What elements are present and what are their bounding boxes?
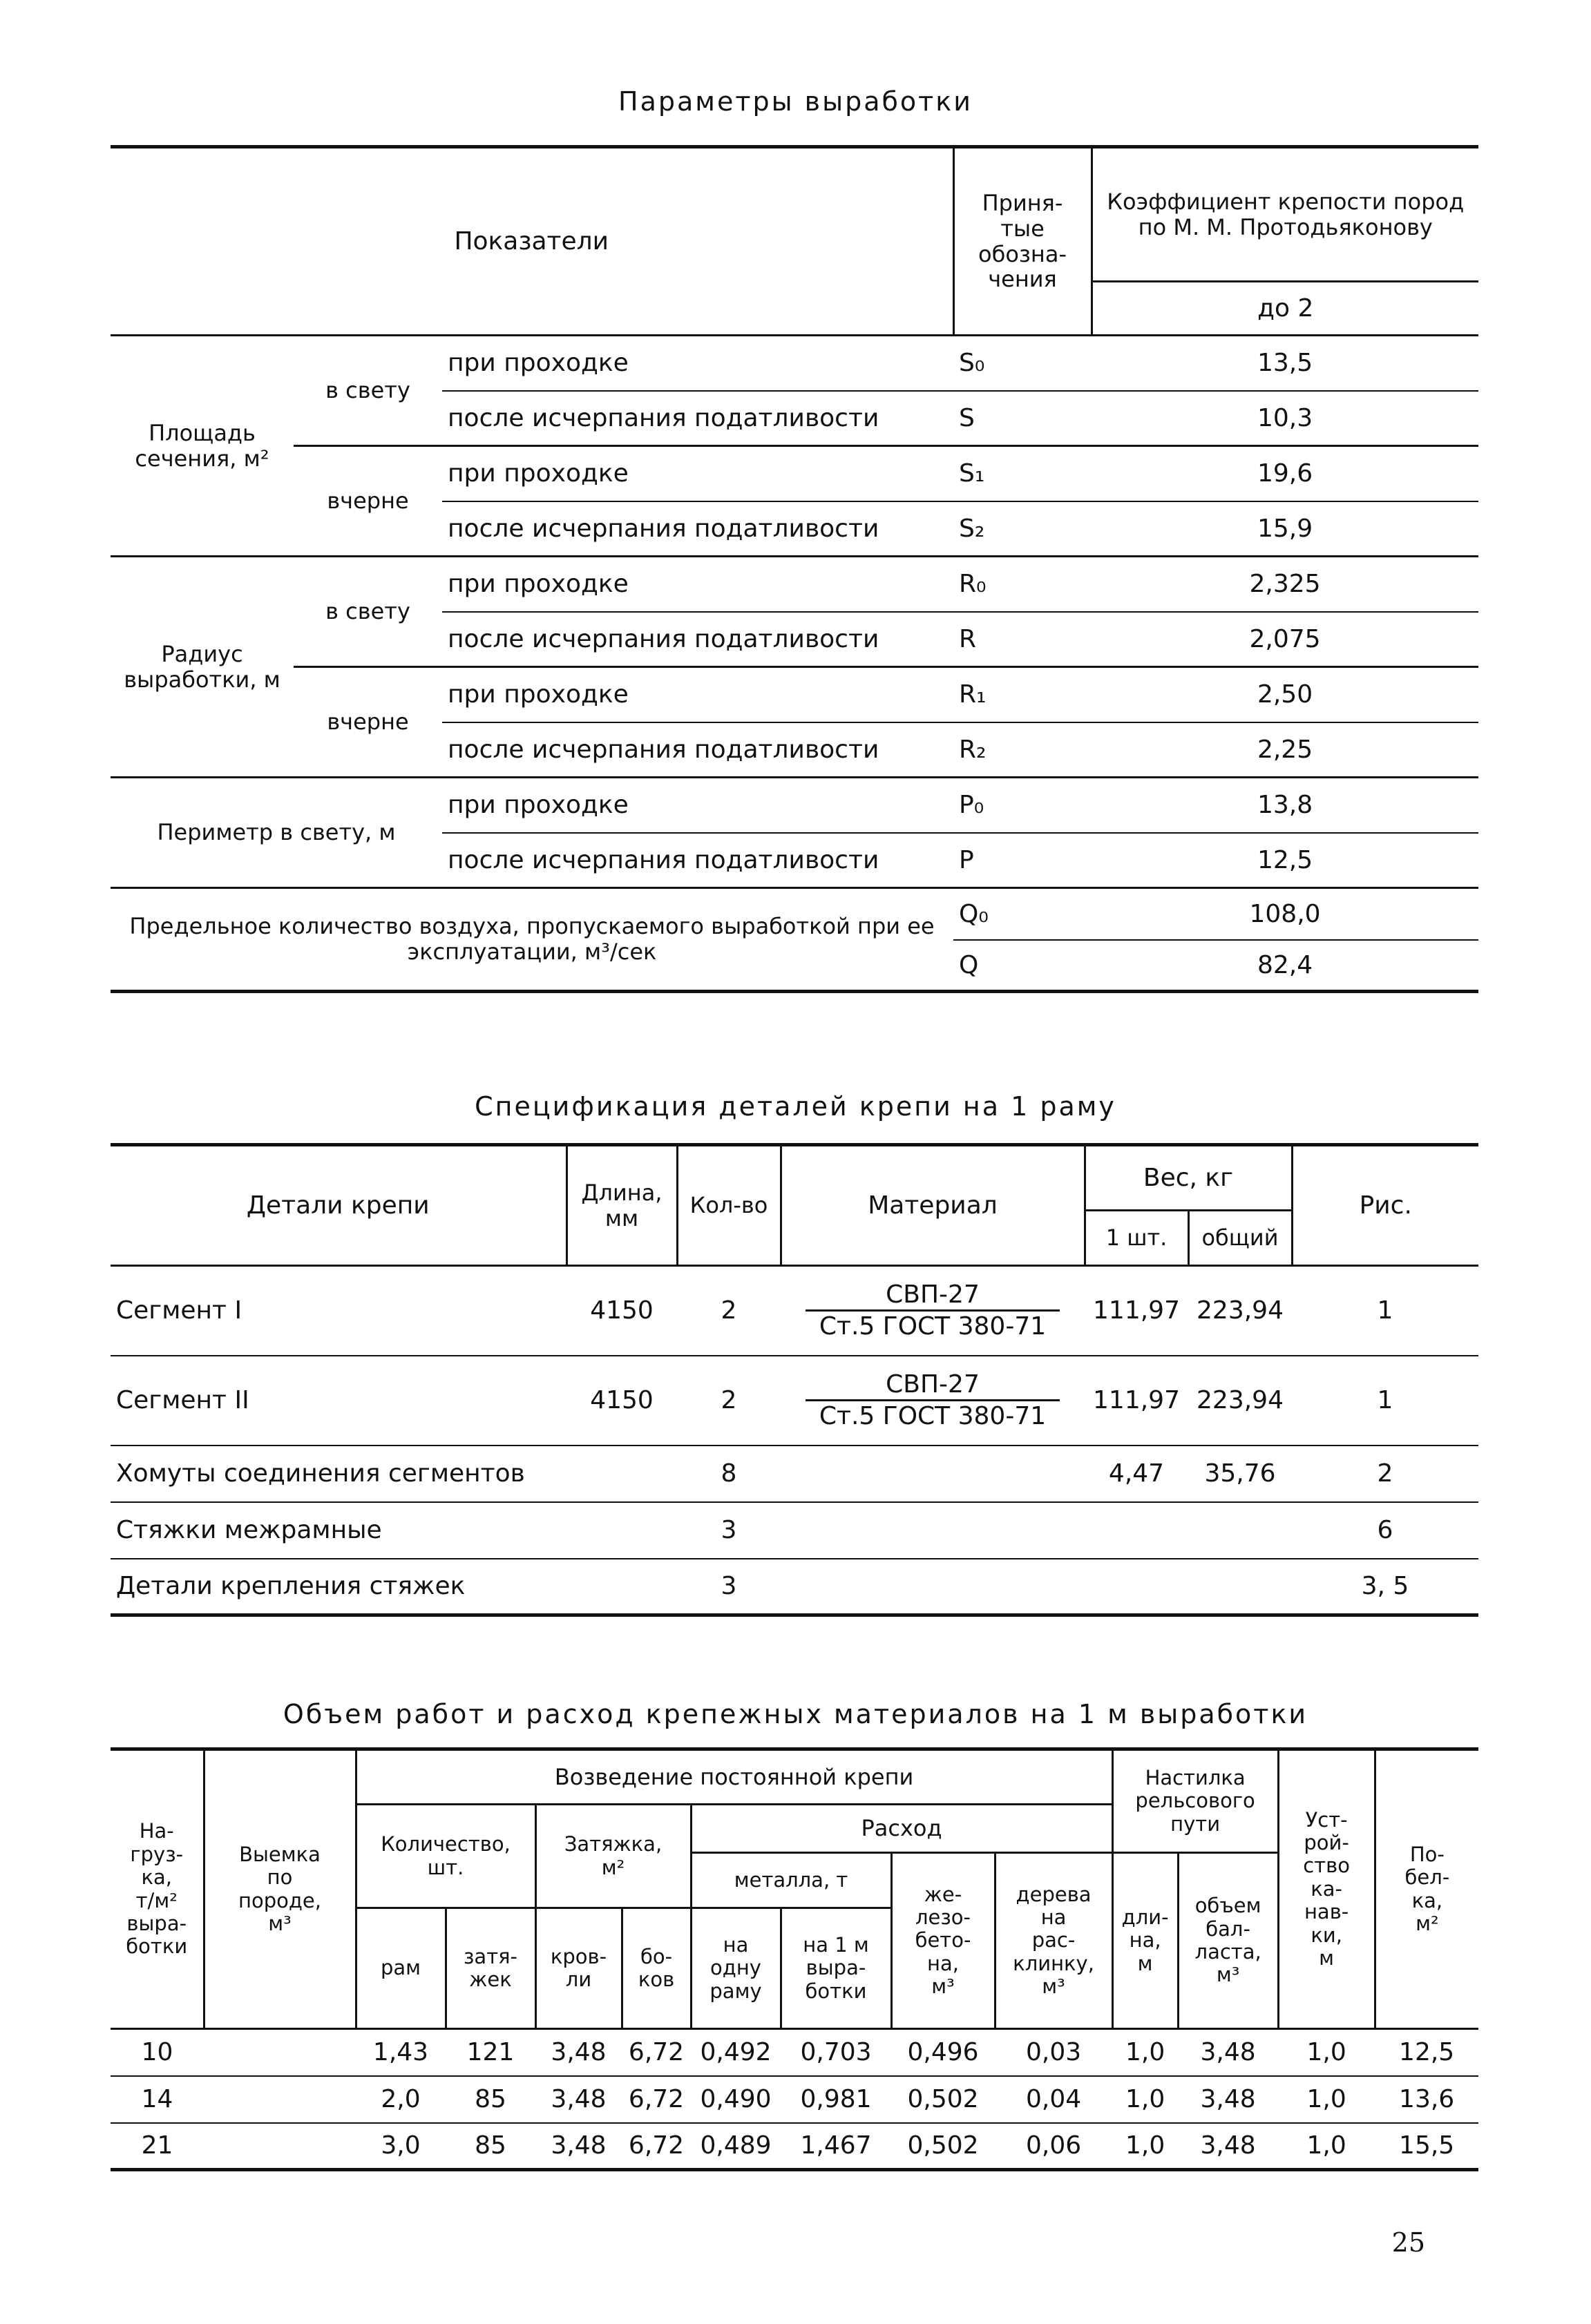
header-load: На- груз- ка, т/м² выра- ботки — [111, 1749, 204, 2029]
cell-excavation — [204, 2123, 356, 2170]
cell-ties: 85 — [446, 2076, 535, 2123]
detail-fig: 1 — [1292, 1266, 1478, 1356]
table-row — [111, 2123, 1478, 2170]
cell-load: 10 — [111, 2029, 204, 2076]
detail-qty: 8 — [677, 1446, 781, 1502]
row-value: 15,9 — [1092, 501, 1478, 557]
header-weight-total: общий — [1188, 1211, 1292, 1266]
header-whitewash: По- бел- ка, м² — [1375, 1749, 1478, 2029]
row-text: после исчерпания податливости — [442, 612, 953, 667]
cell-ditch: 1,0 — [1278, 2123, 1375, 2170]
row-text: при проходке — [442, 667, 953, 722]
table2-title: Спецификация деталей крепи на 1 раму — [475, 1091, 1116, 1122]
cell-metal-meter: 0,981 — [781, 2076, 891, 2123]
header-details: Детали крепи — [111, 1145, 566, 1266]
header-material: Материал — [781, 1145, 1085, 1266]
work-volume-table — [111, 1747, 1478, 2171]
cell-frames: 3,0 — [356, 2123, 446, 2170]
cell-metal-frame: 0,492 — [691, 2029, 781, 2076]
cell-wood: 0,03 — [995, 2029, 1112, 2076]
sub-area-clear: в свету — [294, 336, 442, 446]
table-row — [111, 2029, 1478, 2076]
row-symbol: R₀ — [953, 557, 1092, 612]
detail-name: Сегмент II — [111, 1356, 566, 1446]
cell-concrete: 0,502 — [891, 2123, 995, 2170]
detail-name: Стяжки межрамные — [111, 1502, 677, 1559]
detail-material — [781, 1446, 1085, 1502]
cell-metal-frame: 0,489 — [691, 2123, 781, 2170]
row-value: 2,25 — [1092, 722, 1478, 778]
table1-title: Параметры выработки — [618, 86, 973, 117]
cell-frames: 1,43 — [356, 2029, 446, 2076]
row-value: 13,8 — [1092, 778, 1478, 833]
cell-ties: 85 — [446, 2123, 535, 2170]
header-track: Настилка рельсового пути — [1112, 1749, 1278, 1853]
cell-track-length: 1,0 — [1112, 2123, 1178, 2170]
cell-excavation — [204, 2076, 356, 2123]
table-row — [111, 1356, 1478, 1446]
header-concrete: же- лезо- бето- на, м³ — [891, 1853, 995, 2029]
header-lagging: Затяжка, м² — [535, 1805, 691, 1908]
cell-concrete: 0,502 — [891, 2076, 995, 2123]
detail-fig: 2 — [1292, 1446, 1478, 1502]
header-length: Длина, мм — [566, 1145, 677, 1266]
row-symbol: S₀ — [953, 336, 1092, 391]
detail-weight-total: 223,94 — [1188, 1266, 1292, 1356]
detail-weight-one: 111,97 — [1085, 1266, 1188, 1356]
header-frames: рам — [356, 1908, 446, 2029]
row-text: после исчерпания податливости — [442, 833, 953, 888]
parameters-table — [111, 145, 1478, 993]
cell-sides: 6,72 — [622, 2123, 691, 2170]
detail-weight-total: 35,76 — [1188, 1446, 1292, 1502]
row-symbol: R₂ — [953, 722, 1092, 778]
cell-ditch: 1,0 — [1278, 2029, 1375, 2076]
header-wood: дерева на рас- клинку, м³ — [995, 1853, 1112, 2029]
header-indicators: Показатели — [111, 147, 953, 336]
row-value: 10,3 — [1092, 391, 1478, 446]
table-row — [111, 2076, 1478, 2123]
row-symbol: R — [953, 612, 1092, 667]
air-label: Предельное количество воздуха, пропускаемого выработкой при ее эксплуатации, м³/сек — [111, 888, 953, 992]
detail-fig: 6 — [1292, 1502, 1478, 1559]
row-value: 13,5 — [1092, 336, 1478, 391]
material-bottom: Ст.5 ГОСТ 380-71 — [819, 1402, 1047, 1430]
row-symbol: R₁ — [953, 667, 1092, 722]
cell-ballast: 3,48 — [1178, 2076, 1278, 2123]
cell-sides: 6,72 — [622, 2029, 691, 2076]
detail-fig: 1 — [1292, 1356, 1478, 1446]
cell-roof: 3,48 — [535, 2123, 622, 2170]
header-per-frame: на одну раму — [691, 1908, 781, 2029]
header-per-meter: на 1 м выра- ботки — [781, 1908, 891, 2029]
table-row — [111, 1559, 1478, 1615]
header-weight-one: 1 шт. — [1085, 1211, 1188, 1266]
header-ties: затя- жек — [446, 1908, 535, 2029]
page-number: 25 — [1391, 2227, 1425, 2258]
specification-table — [111, 1143, 1478, 1617]
detail-weight-one: 111,97 — [1085, 1356, 1188, 1446]
row-text: после исчерпания податливости — [442, 391, 953, 446]
header-erection: Возведение постоянной крепи — [356, 1749, 1112, 1805]
row-text: при проходке — [442, 446, 953, 501]
row-value: 19,6 — [1092, 446, 1478, 501]
header-notation: Приня- тые обозна- чения — [953, 147, 1092, 336]
header-coef-value: до 2 — [1092, 282, 1478, 336]
header-weight: Вес, кг — [1085, 1145, 1292, 1211]
cell-ties: 121 — [446, 2029, 535, 2076]
cell-roof: 3,48 — [535, 2029, 622, 2076]
detail-weight-one: 4,47 — [1085, 1446, 1188, 1502]
group-radius-label: Радиус выработки, м — [111, 557, 294, 778]
cell-roof: 3,48 — [535, 2076, 622, 2123]
detail-length: 4150 — [566, 1266, 677, 1356]
header-coefficient: Коэффициент крепости пород по М. М. Протодьяконову — [1092, 147, 1478, 282]
detail-qty: 3 — [677, 1559, 781, 1615]
header-track-length: дли- на, м — [1112, 1853, 1178, 2029]
row-value: 108,0 — [1092, 888, 1478, 940]
cell-whitewash: 13,6 — [1375, 2076, 1478, 2123]
cell-ballast: 3,48 — [1178, 2029, 1278, 2076]
detail-length: 4150 — [566, 1356, 677, 1446]
detail-name: Хомуты соединения сегментов — [111, 1446, 677, 1502]
material-top: СВП-27 — [806, 1280, 1060, 1312]
cell-ditch: 1,0 — [1278, 2076, 1375, 2123]
cell-whitewash: 15,5 — [1375, 2123, 1478, 2170]
cell-load: 21 — [111, 2123, 204, 2170]
header-qty: Кол-во — [677, 1145, 781, 1266]
row-symbol: Q — [953, 940, 1092, 992]
row-text: при проходке — [442, 778, 953, 833]
header-count: Количество, шт. — [356, 1805, 535, 1908]
row-symbol: S₂ — [953, 501, 1092, 557]
material-bottom: Ст.5 ГОСТ 380-71 — [819, 1312, 1047, 1341]
table-row — [111, 1446, 1478, 1502]
group-area-label: Площадь сечения, м² — [111, 336, 294, 557]
detail-name: Детали крепления стяжек — [111, 1559, 677, 1615]
detail-fig: 3, 5 — [1292, 1559, 1478, 1615]
row-value: 2,075 — [1092, 612, 1478, 667]
cell-track-length: 1,0 — [1112, 2076, 1178, 2123]
cell-metal-meter: 1,467 — [781, 2123, 891, 2170]
cell-whitewash: 12,5 — [1375, 2029, 1478, 2076]
material-top: СВП-27 — [806, 1370, 1060, 1401]
table-row — [111, 1266, 1478, 1356]
table3-title: Объем работ и расход крепежных материалов на 1 м выработки — [283, 1699, 1308, 1729]
table-row — [111, 1502, 1478, 1559]
header-sides: бо- ков — [622, 1908, 691, 2029]
header-ditch: Уст- рой- ство ка- нав- ки, м — [1278, 1749, 1375, 2029]
sub-area-rough: вчерне — [294, 446, 442, 557]
row-value: 82,4 — [1092, 940, 1478, 992]
cell-wood: 0,04 — [995, 2076, 1112, 2123]
row-symbol: P₀ — [953, 778, 1092, 833]
sub-radius-rough: вчерне — [294, 667, 442, 778]
header-ballast: объем бал- ласта, м³ — [1178, 1853, 1278, 2029]
row-text: после исчерпания податливости — [442, 722, 953, 778]
cell-load: 14 — [111, 2076, 204, 2123]
detail-qty: 2 — [677, 1266, 781, 1356]
row-value: 2,325 — [1092, 557, 1478, 612]
cell-track-length: 1,0 — [1112, 2029, 1178, 2076]
row-text: при проходке — [442, 336, 953, 391]
row-symbol: S₁ — [953, 446, 1092, 501]
row-text: при проходке — [442, 557, 953, 612]
row-symbol: P — [953, 833, 1092, 888]
cell-sides: 6,72 — [622, 2076, 691, 2123]
cell-excavation — [204, 2029, 356, 2076]
header-metal: металла, т — [691, 1853, 891, 1908]
group-perimeter-label: Периметр в свету, м — [111, 778, 442, 888]
header-roof: кров- ли — [535, 1908, 622, 2029]
row-text: после исчерпания податливости — [442, 501, 953, 557]
sub-radius-clear: в свету — [294, 557, 442, 667]
row-value: 12,5 — [1092, 833, 1478, 888]
row-symbol: Q₀ — [953, 888, 1092, 940]
header-fig: Рис. — [1292, 1145, 1478, 1266]
detail-name: Сегмент I — [111, 1266, 566, 1356]
detail-weight-total: 223,94 — [1188, 1356, 1292, 1446]
header-excavation: Выемка по породе, м³ — [204, 1749, 356, 2029]
cell-concrete: 0,496 — [891, 2029, 995, 2076]
detail-material — [781, 1356, 1085, 1446]
cell-metal-meter: 0,703 — [781, 2029, 891, 2076]
cell-wood: 0,06 — [995, 2123, 1112, 2170]
detail-qty: 2 — [677, 1356, 781, 1446]
cell-frames: 2,0 — [356, 2076, 446, 2123]
header-expense: Расход — [691, 1805, 1112, 1853]
row-value: 2,50 — [1092, 667, 1478, 722]
detail-qty: 3 — [677, 1502, 781, 1559]
row-symbol: S — [953, 391, 1092, 446]
cell-metal-frame: 0,490 — [691, 2076, 781, 2123]
cell-ballast: 3,48 — [1178, 2123, 1278, 2170]
detail-material — [781, 1266, 1085, 1356]
